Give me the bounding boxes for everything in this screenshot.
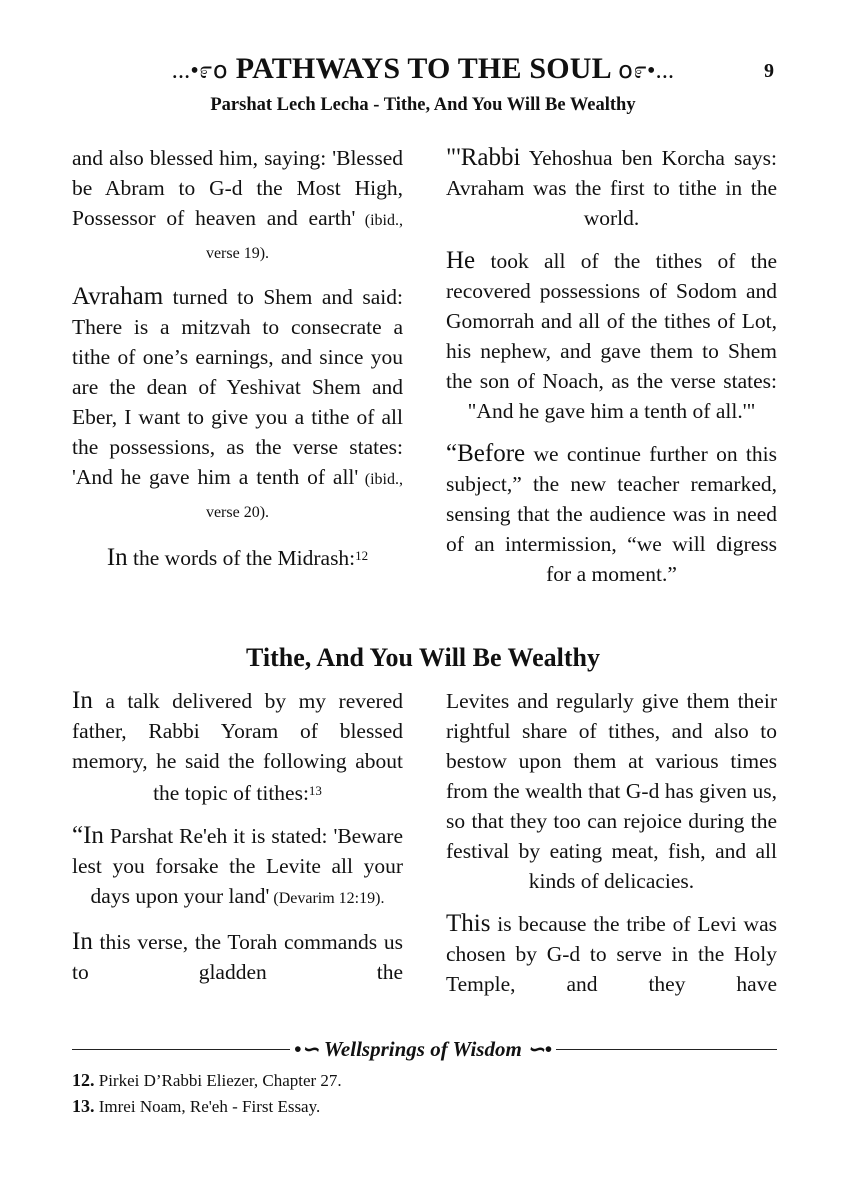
citation: (ibid., verse 20). [205, 471, 403, 521]
lead-word: This [446, 910, 491, 937]
paragraph-text: is because the tribe of Levi was chosen by G-d to serve in the Holy Temple, and they have [446, 912, 777, 996]
column [72, 686, 403, 1000]
footnote-text: Imrei Noam, Re'eh - First Essay. [94, 1097, 321, 1116]
chapter-subtitle: Parshat Lech Lecha - Tithe, And You Will Be Wealthy [210, 95, 636, 115]
citation: (ibid., verse 19). [205, 212, 404, 262]
footnote-number: 13. [72, 1096, 95, 1116]
footer-ornament [0, 1037, 846, 1062]
paragraph-text: turned to Shem and said: There is a mitzvah to consecrate a tithe of one’s earnings, and since you are the dean of Yeshivat Shem and Eber, I want to give you a tithe of all the possessions, as the verse states: 'And he gave him a tenth of all' [72, 285, 403, 489]
footer-ornament-title: Wellsprings of Wisdom [323, 1037, 522, 1061]
lead-word: “In [72, 822, 104, 849]
paragraph [72, 821, 403, 914]
paragraph-text: Yehoshua ben Korcha says: Avraham was the first to tithe in the world. [446, 146, 777, 230]
page-number: 9 [764, 60, 774, 82]
citation: (Devarim 12:19). [269, 890, 385, 907]
footnote [72, 1070, 342, 1091]
paragraph [446, 246, 777, 426]
paragraph [446, 143, 777, 233]
lead-word: In [72, 928, 93, 955]
paragraph [72, 927, 403, 987]
paragraph [446, 686, 777, 896]
lead-word: "'Rabbi [446, 144, 521, 171]
paragraph-text: the words of the Midrash: [127, 546, 356, 570]
paragraph-text: this verse, the Torah commands us to gladden the [72, 930, 403, 984]
paragraph-text: a talk delivered by my revered father, Rabbi Yoram of blessed memory, he said the following about the topic of tithes: [72, 689, 403, 805]
ornament-icon: ∽• [521, 1037, 552, 1061]
paragraph [72, 686, 403, 808]
paragraph [446, 909, 777, 999]
paragraph-text: Parshat Re'eh it is stated: 'Beware lest you forsake the Levite all your days upon your land' [72, 824, 403, 908]
book-title-text: PATHWAYS TO THE SOUL [235, 52, 611, 85]
ornament-left-icon: ...•೯໐ [171, 58, 229, 84]
ornament-icon: •∽ [293, 1037, 324, 1061]
paragraph-text: took all of the tithes of the recovered possessions of Sodom and Gomorrah and all of the tithes of Lot, his nephew, and gave them to Shem the son of Noach, as the verse states: "And he gave him a tenth of all.'" [446, 249, 777, 423]
paragraph-text: and also blessed him, saying: 'Blessed be Abram to G-d the Most High, Possessor of heaven and earth' [72, 146, 403, 230]
footnote-ref: 13 [308, 783, 322, 798]
column [446, 686, 777, 1012]
lead-word: “Before [446, 440, 526, 467]
paragraph-text: we continue further on this subject,” the new teacher remarked, sensing that the audience was in need of an intermission, “we will digress for a moment.” [446, 442, 777, 586]
book-title [128, 52, 718, 86]
lead-word: In [72, 687, 93, 714]
section-heading: Tithe, And You Will Be Wealthy [246, 643, 600, 672]
lead-word: In [106, 544, 128, 571]
lead-word: He [446, 247, 476, 274]
footnote-text: Pirkei D’Rabbi Eliezer, Chapter 27. [94, 1071, 342, 1090]
column [446, 143, 777, 602]
paragraph [72, 541, 403, 573]
ornament-right-icon: ໐೯•... [617, 58, 675, 84]
lead-word: Avraham [72, 283, 164, 310]
paragraph [72, 282, 403, 528]
footnote [72, 1096, 320, 1117]
footnote-number: 12. [72, 1070, 95, 1090]
paragraph [446, 439, 777, 589]
column [72, 143, 403, 586]
paragraph-text: Levites and regularly give them their rightful share of tithes, and also to bestow upon them at various times from the wealth that G-d has given us, so that they too can rejoice during the festival by eating meat, fish, and all kinds of delicacies. [446, 689, 777, 893]
paragraph [72, 143, 403, 269]
footnote-ref: 12 [355, 548, 369, 563]
